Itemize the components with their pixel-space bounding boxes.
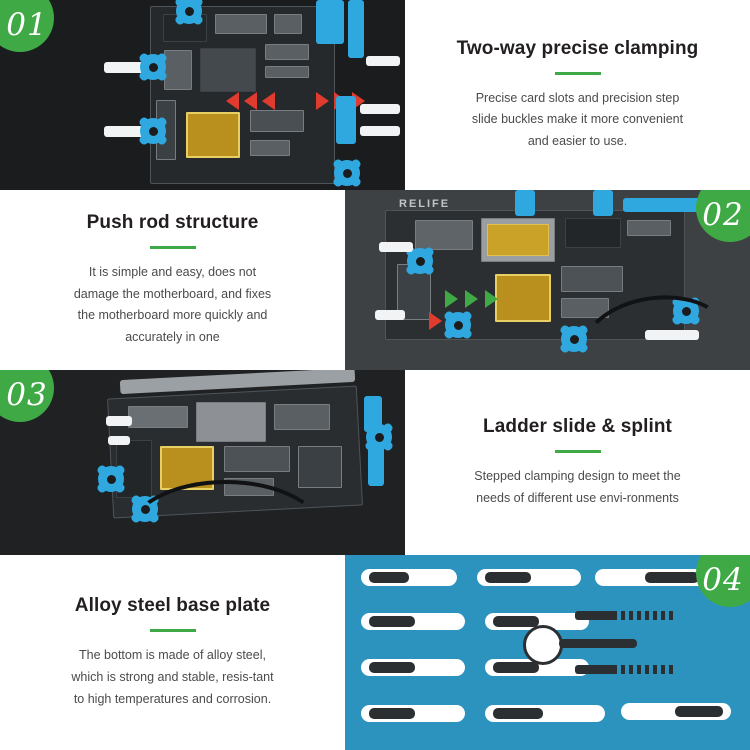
feature-title-3: Ladder slide & splint: [483, 416, 672, 438]
feature-text-2: [0, 190, 345, 370]
feature-text-4: [0, 555, 345, 750]
feature-number-badge-2: 02: [696, 190, 750, 242]
feature-image-4: [345, 555, 750, 750]
feature-title-4: Alloy steel base plate: [74, 595, 271, 617]
feature-row-3: [0, 370, 750, 555]
title-underline: [555, 450, 601, 453]
feature-description-2: It is simple and easy, does not damage the motherboard, and fixes the motherboard more quickly and accurately in one: [73, 264, 272, 345]
feature-description-4: The bottom is made of alloy steel, which is strong and stable, resis-tant to high temperatures and corrosion.: [71, 648, 274, 706]
feature-row-1: [0, 0, 750, 190]
feature-number-badge-3: 03: [0, 370, 54, 422]
feature-number-badge-4: 04: [696, 555, 750, 607]
brand-mark: RELIFE: [399, 198, 451, 210]
feature-title-1: Two-way precise clamping: [456, 37, 699, 59]
feature-image-1: [0, 0, 405, 190]
clamp-knob: [140, 118, 166, 144]
feature-description-1: Precise card slots and precision step slide buckles make it more convenient and easier to use.: [471, 90, 684, 149]
feature-text-3: [405, 370, 750, 555]
clamp-knob: [98, 466, 124, 492]
clamp-knob: [407, 248, 433, 274]
title-underline: [150, 246, 196, 249]
clamp-knob: [366, 424, 392, 450]
feature-image-2: [345, 190, 750, 370]
feature-text-1: [405, 0, 750, 190]
feature-image-3: [0, 370, 405, 555]
clamp-knob: [176, 0, 202, 24]
feature-description-3: Stepped clamping design to meet the needs of different use envi-ronments: [474, 469, 681, 505]
title-underline: [150, 629, 196, 632]
feature-row-2: [0, 190, 750, 370]
clamp-knob: [445, 312, 471, 338]
feature-title-2: Push rod structure: [86, 211, 259, 233]
clamp-knob: [334, 160, 360, 186]
title-underline: [555, 72, 601, 75]
clamp-knob: [140, 54, 166, 80]
feature-number-badge-1: 01: [0, 0, 54, 52]
feature-row-4: [0, 555, 750, 750]
